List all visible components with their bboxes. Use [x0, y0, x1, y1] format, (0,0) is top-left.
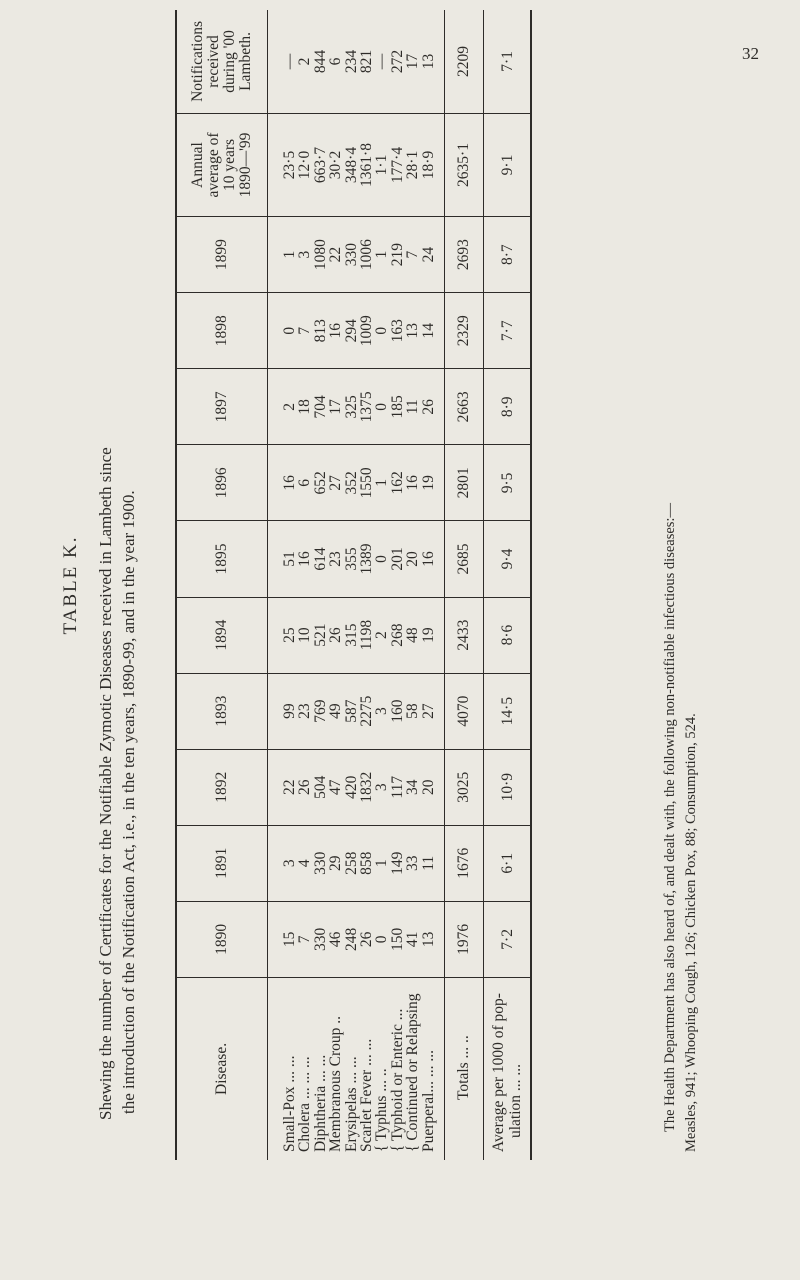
total-cell: 2635·1 — [445, 113, 484, 216]
value-cell: 6 — [327, 57, 345, 66]
average-cell: 8·6 — [484, 597, 532, 673]
disease-names-cell — [268, 977, 445, 1160]
value-cell: 821 — [358, 49, 376, 74]
header-notif-line-3: during '00 — [221, 30, 238, 93]
values-annual-average — [268, 113, 445, 216]
total-cell: 1676 — [445, 825, 484, 901]
footnote — [660, 10, 702, 1160]
value-cell: 163 — [388, 319, 406, 343]
value-cell: 1198 — [358, 619, 376, 651]
values-1897 — [268, 369, 445, 445]
value-cell: 177·4 — [388, 146, 406, 184]
value-cell: 22 — [281, 779, 298, 795]
value-cell: 13 — [419, 53, 437, 70]
value-cell: 13 — [419, 931, 437, 948]
value-cell: 22 — [327, 246, 345, 263]
value-cell: 2 — [281, 402, 298, 411]
header-average-line-2: average of — [205, 132, 222, 198]
header-average-line-4: 1890—'99 — [237, 132, 254, 198]
value-cell: 41 — [404, 931, 422, 948]
value-cell: 3 — [373, 783, 391, 792]
average-cell: 10·9 — [484, 749, 532, 825]
total-cell: 3025 — [445, 749, 484, 825]
value-cell: 26 — [358, 931, 376, 948]
value-cell: 46 — [327, 931, 345, 948]
rotated-page-content — [60, 10, 760, 1160]
average-label — [484, 977, 532, 1160]
disease-data-row — [268, 10, 445, 1160]
header-year-1893: 1893 — [176, 673, 268, 749]
value-cell: 1 — [373, 479, 391, 487]
value-cell: 16 — [327, 323, 345, 339]
value-cell: 1 — [373, 250, 391, 259]
value-cell: 26 — [419, 399, 437, 415]
value-cell: 0 — [281, 326, 298, 335]
value-cell: 1375 — [358, 391, 376, 423]
values-1895 — [268, 521, 445, 597]
value-cell: 28·1 — [404, 150, 422, 180]
value-cell: 49 — [327, 703, 345, 719]
value-cell: 26 — [296, 779, 314, 795]
value-cell: 420 — [342, 775, 360, 799]
value-cell: 20 — [404, 551, 422, 567]
notification-table — [175, 10, 532, 1160]
value-cell: 11 — [404, 399, 422, 415]
value-cell: 185 — [388, 395, 406, 419]
value-cell: 11 — [419, 855, 437, 871]
value-cell: 315 — [342, 623, 360, 647]
value-cell: 47 — [327, 779, 345, 795]
value-cell: 117 — [388, 775, 406, 799]
average-cell: 9·1 — [484, 113, 532, 216]
value-cell: 17 — [327, 399, 345, 415]
value-cell: 1009 — [358, 315, 376, 347]
value-cell: 10 — [296, 627, 314, 643]
value-cell: 248 — [342, 927, 360, 951]
disease-name: Scarlet Fever ... ... — [358, 1038, 376, 1152]
disease-name: Erysipelas ... ... — [342, 1056, 360, 1152]
value-cell: 23 — [296, 703, 314, 719]
header-notif-line-2: received — [205, 35, 222, 88]
total-cell: 2693 — [445, 217, 484, 293]
value-cell: 27 — [327, 475, 345, 491]
value-cell: 15 — [281, 931, 298, 948]
header-average-line-1: Annual — [189, 142, 206, 188]
disease-name: Membranous Croup .. — [327, 1015, 345, 1152]
value-cell: 19 — [419, 475, 437, 491]
values-1894 — [268, 597, 445, 673]
value-cell: 813 — [311, 319, 329, 343]
value-cell: 12·0 — [296, 150, 314, 180]
value-cell: 268 — [388, 623, 406, 647]
value-cell: 272 — [388, 49, 406, 74]
total-cell: 2329 — [445, 293, 484, 369]
disease-name: { Typhus ... .. — [373, 1068, 391, 1152]
value-cell: 858 — [358, 851, 376, 875]
value-cell: 0 — [373, 555, 391, 563]
value-cell: 2 — [296, 57, 314, 66]
table-title: TABLE K. — [60, 535, 81, 635]
value-cell: 34 — [404, 779, 422, 795]
value-cell: 704 — [311, 395, 329, 419]
value-cell: 587 — [342, 699, 360, 723]
header-notifications-1900 — [176, 10, 268, 113]
value-cell: 1006 — [358, 239, 376, 271]
value-cell: 1832 — [358, 771, 376, 803]
value-cell: 844 — [311, 49, 329, 74]
header-year-1897: 1897 — [176, 369, 268, 445]
header-notif-line-1: Notifications — [189, 20, 206, 102]
value-cell: 1389 — [358, 543, 376, 575]
disease-name: { Typhoid or Enteric ... — [388, 1008, 406, 1152]
header-annual-average — [176, 113, 268, 216]
totals-label: Totals ... .. — [445, 977, 484, 1160]
values-notifications-1900 — [268, 10, 445, 113]
value-cell: — — [373, 53, 391, 70]
value-cell: 162 — [388, 471, 406, 495]
value-cell: 355 — [342, 547, 360, 571]
value-cell: 2275 — [358, 695, 376, 727]
value-cell: 7 — [296, 326, 314, 335]
value-cell: 16 — [419, 551, 437, 567]
average-label-line-2: ulation ... ... — [507, 1063, 525, 1138]
value-cell: 1·1 — [373, 154, 391, 176]
values-1898 — [268, 293, 445, 369]
total-cell: 2663 — [445, 369, 484, 445]
footnote-line-2: Measles, 941; Whooping Cough, 126; Chicken Pox, 88; Consumption, 524. — [683, 713, 699, 1152]
total-cell: 2685 — [445, 521, 484, 597]
value-cell: 16 — [404, 475, 422, 491]
value-cell: 769 — [311, 699, 329, 723]
value-cell: 201 — [388, 547, 406, 571]
value-cell: 24 — [419, 246, 437, 263]
value-cell: 330 — [311, 927, 329, 951]
caption-line-2: the introduction of the Notification Act, i.e., in the ten years, 1890-99, and in the year 1900. — [119, 490, 138, 1114]
disease-name: Puerperal... ... ... — [419, 1049, 437, 1152]
values-1891 — [268, 825, 445, 901]
total-cell: 2209 — [445, 10, 484, 113]
value-cell: 0 — [373, 326, 391, 335]
values-1899 — [268, 217, 445, 293]
header-year-1892: 1892 — [176, 749, 268, 825]
value-cell: 18 — [296, 399, 314, 415]
value-cell: 20 — [419, 779, 437, 795]
average-cell: 8·9 — [484, 369, 532, 445]
value-cell: 25 — [281, 627, 298, 643]
header-year-1894: 1894 — [176, 597, 268, 673]
value-cell: 17 — [404, 53, 422, 70]
value-cell: 3 — [296, 250, 314, 259]
value-cell: 27 — [419, 703, 437, 719]
value-cell: 614 — [311, 547, 329, 571]
value-cell: 58 — [404, 703, 422, 719]
value-cell: 19 — [419, 627, 437, 643]
value-cell: 219 — [388, 243, 406, 267]
value-cell: 6 — [296, 479, 314, 487]
average-cell: 7·1 — [484, 10, 532, 113]
values-1892 — [268, 749, 445, 825]
header-average-line-3: 10 years — [221, 138, 238, 192]
value-cell: 348·4 — [342, 146, 360, 184]
average-cell: 9·5 — [484, 445, 532, 521]
value-cell: 7 — [404, 250, 422, 259]
value-cell: 521 — [311, 623, 329, 647]
value-cell: 330 — [342, 243, 360, 267]
total-cell: 2433 — [445, 597, 484, 673]
disease-name: { Continued or Relapsing — [404, 993, 422, 1152]
average-cell: 6·1 — [484, 825, 532, 901]
average-cell: 9·4 — [484, 521, 532, 597]
value-cell: 3 — [373, 707, 391, 716]
value-cell: 23 — [327, 551, 345, 567]
value-cell: 14 — [419, 323, 437, 339]
value-cell: 1550 — [358, 467, 376, 499]
value-cell: 16 — [296, 551, 314, 567]
page-number: 32 — [742, 44, 759, 63]
average-cell: 8·7 — [484, 217, 532, 293]
table-caption — [94, 60, 140, 1120]
value-cell: 330 — [311, 851, 329, 875]
value-cell: 1361·8 — [358, 143, 376, 187]
value-cell: 3 — [281, 859, 298, 868]
header-notif-line-4: Lambeth. — [237, 31, 254, 91]
value-cell: 0 — [373, 402, 391, 411]
header-year-1890: 1890 — [176, 901, 268, 977]
header-year-1891: 1891 — [176, 825, 268, 901]
average-cell: 14·5 — [484, 673, 532, 749]
disease-name: Small-Pox ... ... — [281, 1055, 298, 1152]
average-row — [484, 10, 532, 1160]
value-cell: 18·9 — [419, 150, 437, 180]
average-cell: 7·7 — [484, 293, 532, 369]
header-year-1896: 1896 — [176, 445, 268, 521]
value-cell: 4 — [296, 859, 314, 868]
value-cell: 26 — [327, 627, 345, 643]
header-disease: Disease. — [176, 977, 268, 1160]
average-cell: 7·2 — [484, 901, 532, 977]
value-cell: 504 — [311, 775, 329, 799]
values-1896 — [268, 445, 445, 521]
header-year-1899: 1899 — [176, 217, 268, 293]
values-1890 — [268, 901, 445, 977]
total-cell: 4070 — [445, 673, 484, 749]
value-cell: 29 — [327, 855, 345, 872]
total-cell: 1976 — [445, 901, 484, 977]
value-cell: 51 — [281, 551, 298, 567]
value-cell: 150 — [388, 927, 406, 951]
value-cell: 48 — [404, 627, 422, 643]
value-cell: 1080 — [311, 239, 329, 271]
disease-name: Cholera ... ... ... — [296, 1056, 314, 1152]
footnote-line-1: The Health Department has also heard of, and dealt with, the following non-notifiable infectious diseases:— — [662, 503, 678, 1132]
value-cell: 352 — [342, 471, 360, 495]
total-cell: 2801 — [445, 445, 484, 521]
value-cell: 0 — [373, 935, 391, 944]
value-cell: 33 — [404, 855, 422, 872]
value-cell: 23·5 — [281, 150, 298, 180]
value-cell: 1 — [281, 250, 298, 259]
header-row — [176, 10, 268, 1160]
value-cell: 99 — [281, 703, 298, 719]
values-1893 — [268, 673, 445, 749]
average-label-line-1: Average per 1000 of pop- — [490, 993, 508, 1152]
value-cell: 234 — [342, 49, 360, 74]
value-cell: 258 — [342, 851, 360, 875]
header-year-1895: 1895 — [176, 521, 268, 597]
value-cell: 30·2 — [327, 150, 345, 180]
totals-row — [445, 10, 484, 1160]
value-cell: 652 — [311, 471, 329, 495]
value-cell: 325 — [342, 395, 360, 419]
value-cell: 149 — [388, 851, 406, 875]
value-cell: 160 — [388, 699, 406, 723]
value-cell: 13 — [404, 323, 422, 339]
value-cell: 294 — [342, 319, 360, 343]
value-cell: 7 — [296, 935, 314, 944]
header-year-1898: 1898 — [176, 293, 268, 369]
value-cell: 663·7 — [311, 146, 329, 184]
value-cell: 2 — [373, 631, 391, 639]
caption-line-1: Shewing the number of Certificates for the Notifiable Zymotic Diseases received in Lambeth since — [96, 447, 115, 1120]
value-cell: — — [281, 53, 298, 70]
value-cell: 16 — [281, 475, 298, 491]
disease-name: Diphtheria ... ... — [311, 1054, 329, 1152]
value-cell: 1 — [373, 859, 391, 868]
